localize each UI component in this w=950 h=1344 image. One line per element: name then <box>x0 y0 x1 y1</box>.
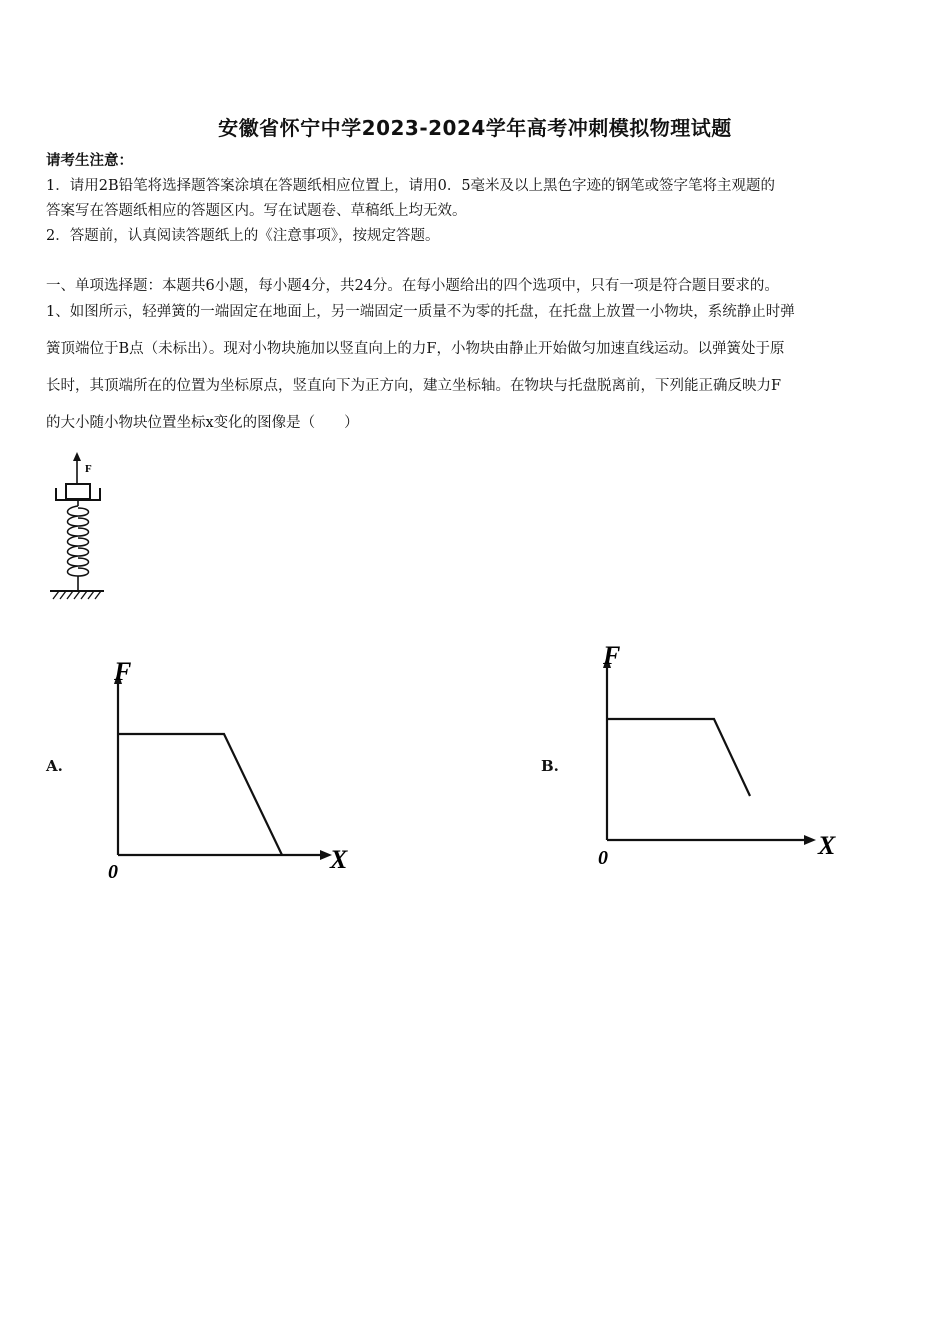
origin-label: 0 <box>598 847 608 869</box>
y-axis-label: F <box>114 657 132 686</box>
x-axis-label: X <box>330 845 348 874</box>
notice-line-1: 1．请用2B铅笔将选择题答案涂填在答题纸相应位置上，请用0．5毫米及以上黑色字迹的钢笔或签字笔将主观题的 <box>46 178 776 194</box>
spring <box>68 506 89 576</box>
option-b-graph[interactable] <box>590 636 850 871</box>
force-arrowhead <box>73 452 81 461</box>
force-label: F <box>85 463 92 475</box>
graph-line <box>118 734 282 855</box>
block <box>66 484 90 499</box>
notice-heading: 请考生注意： <box>46 152 133 169</box>
ground-hatch <box>53 591 101 599</box>
question-1-line-1: 1、如图所示，轻弹簧的一端固定在地面上，另一端固定一质量不为零的托盘，在托盘上放置一小物块，系统静止时弹 <box>46 304 795 320</box>
option-b-label[interactable]: B. <box>541 757 559 775</box>
section-heading: 一、单项选择题：本题共6小题，每小题4分，共24分。在每小题给出的四个选项中，只有一项是符合题目要求的。 <box>46 278 779 294</box>
question-1-line-3: 长时，其顶端所在的位置为坐标原点，竖直向下为正方向，建立坐标轴。在物块与托盘脱离前，下列能正确反映力F <box>46 378 782 394</box>
origin-label: 0 <box>108 861 118 883</box>
question-1-line-4: 的大小随小物块位置坐标x变化的图像是（ ） <box>46 415 359 431</box>
page-title: 安徽省怀宁中学2023-2024学年高考冲刺模拟物理试题 <box>218 116 732 140</box>
x-axis-label: X <box>818 831 836 860</box>
spring-figure <box>44 450 114 606</box>
question-1-line-2: 簧顶端位于B点（未标出）。现对小物块施加以竖直向上的力F，小物块由静止开始做匀加速直线运动。以弹簧处于原 <box>46 341 785 357</box>
notice-line-2: 答案写在答题纸相应的答题区内。写在试题卷、草稿纸上均无效。 <box>46 203 467 219</box>
option-a-graph[interactable] <box>100 650 360 885</box>
x-arrowhead <box>804 835 816 845</box>
option-a-label[interactable]: A. <box>46 757 63 775</box>
y-axis-label: F <box>603 641 621 670</box>
graph-line <box>607 719 750 796</box>
notice-line-3: 2．答题前，认真阅读答题纸上的《注意事项》，按规定答题。 <box>46 228 440 244</box>
question-1 <box>46 294 908 442</box>
